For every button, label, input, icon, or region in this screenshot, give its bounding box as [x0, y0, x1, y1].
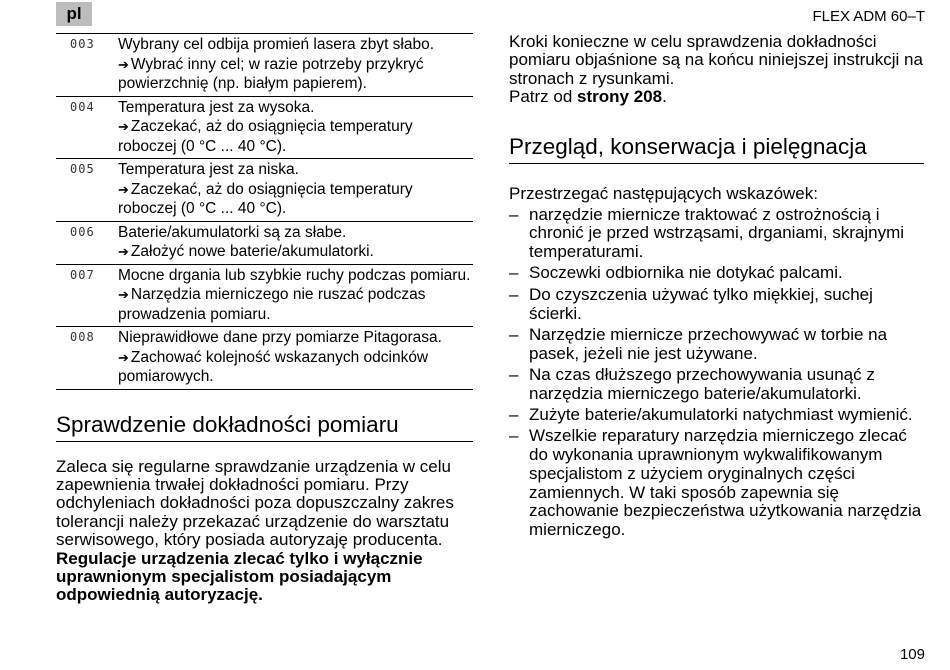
error-text [118, 266, 473, 325]
arrow-right-icon: ➔ [118, 119, 129, 134]
error-row [56, 34, 473, 97]
steps-paragraph [509, 33, 924, 107]
error-row [56, 97, 473, 160]
error-text [118, 98, 473, 157]
steps-ref-page: strony 208 [577, 87, 663, 107]
list-item-text: Wszelkie reparatury narzędzia mierniczego zlecać do wykonania uprawnionym wykwalifikowanym specjalistom z użyciem oryginalnych części zamiennych. W taki sposób zapewnia się zachowanie bezpieczeństwa użytkowania narzędzia mierniczego. [529, 426, 922, 540]
left-column [56, 33, 473, 605]
list-item-text: narzędzie miernicze traktować z ostrożnością i chronić je przed wstrząsami, drganiami, skrajnymi temperaturami. [529, 204, 905, 262]
dash-bullet: – [509, 364, 519, 384]
error-text [118, 223, 473, 262]
model-name: FLEX ADM 60–T [812, 8, 925, 25]
error-text [118, 35, 473, 94]
error-cause: Mocne drgania lub szybkie ruchy podczas pomiaru. [118, 266, 471, 284]
accuracy-paragraph [56, 458, 473, 605]
error-action-text: Założyć nowe baterie/akumulatorki. [130, 243, 374, 260]
page-number: 109 [899, 646, 925, 663]
list-item [509, 427, 924, 540]
error-code: 004 [70, 99, 95, 114]
list-item-text: Soczewki odbiornika nie dotykać palcami. [529, 263, 843, 283]
error-action [118, 242, 473, 262]
accuracy-body: Zaleca się regularne sprawdzanie urządzenia w celu zapewnienia trwałej dokładności pomiaru. Przy odchyleniach dokładności poza dopuszczalny zakres tolerancji należy przekazać urządzenie do warsztatu serwisowego, który posiada autoryzaję producenta. [56, 456, 454, 550]
error-action-text: Wybrać inny cel; w razie potrzeby przykryć powierzchnię (np. białym papierem). [118, 55, 424, 92]
dash-bullet: – [509, 405, 519, 424]
arrow-right-icon: ➔ [118, 56, 129, 72]
list-item [509, 326, 924, 364]
list-item [509, 206, 924, 262]
arrow-right-icon: ➔ [118, 181, 129, 197]
error-cause: Wybrany cel odbija promień lasera zbyt słabo. [118, 36, 435, 53]
list-item-text: Na czas dłuższego przechowywania usunąć z narzędzia mierniczego baterie/akumulatorki. [529, 364, 875, 403]
maintenance-intro: Przestrzegać następujących wskazówek: [509, 183, 818, 203]
error-text [118, 328, 473, 387]
error-action [118, 117, 473, 156]
error-action [118, 180, 473, 219]
dash-bullet: – [509, 324, 519, 344]
language-badge: pl [56, 2, 92, 26]
error-code: 008 [70, 330, 95, 344]
error-action-text: Zaczekać, aż do osiągnięcia temperatury roboczej (0 °C ... 40 °C). [118, 118, 413, 155]
error-row [56, 222, 473, 265]
error-code: 006 [70, 224, 95, 239]
list-item [509, 264, 924, 283]
error-cause: Nieprawidłowe dane przy pomiarze Pitagorasa. [118, 329, 442, 346]
dash-bullet: – [509, 426, 519, 446]
steps-ref-suffix: . [662, 87, 667, 107]
error-row [56, 159, 473, 222]
error-action-text: Zaczekać, aż do osiągnięcia temperatury roboczej (0 °C ... 40 °C). [118, 180, 413, 217]
arrow-right-icon: ➔ [118, 349, 129, 365]
arrow-right-icon: ➔ [118, 287, 129, 302]
error-cause: Temperatura jest za wysoka. [118, 98, 315, 116]
steps-ref-prefix: Patrz od [509, 87, 573, 107]
error-text [118, 160, 473, 219]
arrow-right-icon: ➔ [118, 244, 129, 259]
error-cause: Temperatura jest za niska. [118, 161, 299, 178]
list-item [509, 286, 924, 324]
error-row [56, 265, 473, 328]
list-item-text: Zużyte baterie/akumulatorki natychmiast wymienić. [529, 405, 913, 424]
error-action-text: Narzędzia mierniczego nie ruszać podczas prowadzenia pomiaru. [118, 286, 426, 323]
accuracy-heading: Sprawdzenie dokładności pomiaru [56, 412, 473, 442]
list-item-text: Narzędzie miernicze przechowywać w torbie na pasek, jeżeli nie jest używane. [529, 324, 888, 363]
error-table [56, 33, 473, 390]
steps-text: Kroki konieczne w celu sprawdzenia dokładności pomiaru objaśnione są na końcu niniejszej instrukcji na stronach z rysunkami. [509, 32, 923, 88]
error-code: 003 [70, 37, 95, 51]
list-item-text: Do czyszczenia używać tylko miękkiej, suchej ścierki. [529, 284, 873, 323]
accuracy-warning: Regulacje urządzenia zlecać tylko i wyłącznie uprawnionym specjalistom posiadającym odpowiednią autoryzację. [56, 548, 423, 605]
dash-bullet: – [509, 204, 519, 224]
list-item [509, 406, 924, 425]
dash-bullet: – [509, 284, 519, 304]
error-code: 007 [70, 267, 95, 282]
error-action [118, 55, 473, 94]
dash-bullet: – [509, 263, 519, 283]
error-row [56, 327, 473, 390]
maintenance-heading: Przegląd, konserwacja i pielęgnacja [509, 134, 924, 164]
error-code: 005 [70, 162, 95, 176]
list-item [509, 366, 924, 404]
maintenance-list [509, 206, 924, 541]
error-action-text: Zachować kolejność wskazanych odcinków pomiarowych. [118, 348, 429, 385]
right-column [509, 33, 924, 540]
error-cause: Baterie/akumulatorki są za słabe. [118, 223, 347, 241]
